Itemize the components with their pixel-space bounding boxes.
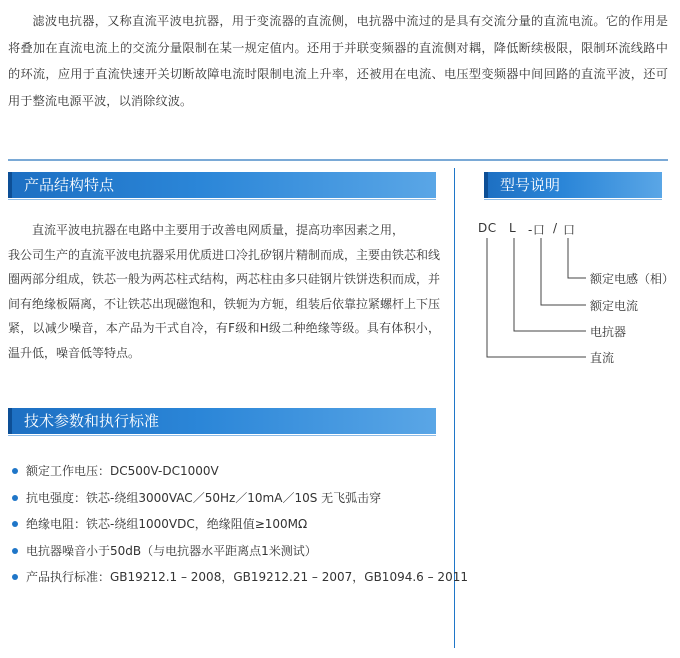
params-list [8,458,468,591]
param-text: 电抗器噪音小于50dB（与电抗器水平距离点1米测试） [26,543,317,558]
list-item [8,511,448,538]
section-underline [8,435,436,436]
list-item [8,538,448,565]
model-code-slash: / [553,221,558,235]
model-label-current: 额定电流 [590,299,639,313]
bullet-icon [12,468,18,474]
structure-paragraph-1: 直流平波电抗器在电路中主要用于改善电网质量，提高功率因素之用， [32,223,405,237]
param-text: 额定工作电压：DC500V-DC1000V [26,464,219,478]
bullet-icon [12,495,18,501]
section-header-params [8,408,436,434]
section-header-accent [8,408,12,434]
section-title-params: 技术参数和执行标准 [24,412,160,430]
param-text: 抗电强度：铁芯-绕组3000VAC／50Hz／10mA／10S 无飞弧击穿 [26,490,382,505]
section-title-model: 型号说明 [500,176,561,194]
model-code-current: -口 [528,223,546,237]
model-code-dc: DC [478,221,497,235]
structure-paragraph-2: 我公司生产的直流平波电抗器采用优质进口冷扎矽钢片精制而成，主要由铁芯和线圈两部分组成，铁芯一般为两芯柱式结构，两芯柱由多只硅钢片铁饼迭积而成，并间有绝缘板隔离，不让铁芯出现磁饱和，铁轭为方轭，组装后依靠拉紧螺杆上下压紧，以减少噪音，本产品为干式自冷，有F级和H级二种绝缘等级。具有体积小，温升低，噪音低等特点。 [8,247,441,360]
model-label-inductance: 额定电感（相） [590,272,675,286]
model-code-l: L [509,221,517,235]
model-label-dc: 直流 [590,351,615,365]
model-code-inductance: 口 [563,223,576,237]
section-title-structure: 产品结构特点 [24,176,115,194]
intro-paragraph: 滤波电抗器，又称直流平波电抗器，用于变流器的直流侧，电抗器中流过的是具有交流分量的直流电流。它的作用是将叠加在直流电流上的交流分量限制在某一规定值内。还用于并联变频器的直流侧对耦，降低断续极限，限制环流线路中的环流，应用于直流快速开关切断故障电流时限制电流上升率，还被用在电流、电压型变频器中间回路的直流平波，还可用于整流电源平波，以消除纹波。 [8,14,668,108]
bullet-icon [12,548,18,554]
bullet-icon [12,521,18,527]
param-text: 绝缘电阻：铁芯-绕组1000VDC，绝缘阻值≥100MΩ [26,517,308,531]
list-item [8,564,468,591]
model-label-reactor: 电抗器 [590,325,627,339]
list-item [8,458,448,485]
list-item [8,485,448,512]
bullet-icon [12,574,18,580]
param-text: 产品执行标准：GB19212.1 – 2008，GB19212.21 – 2007，GB1094.6 – 2011 [26,570,468,584]
